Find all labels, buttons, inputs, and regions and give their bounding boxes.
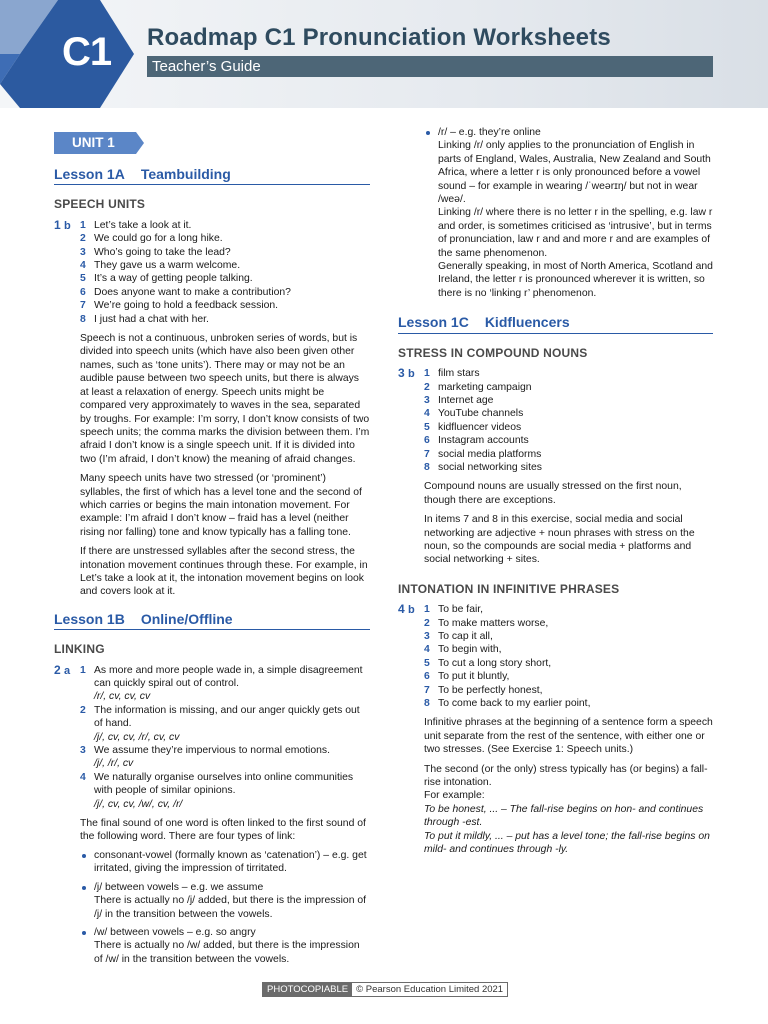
answer-text: We’re going to hold a feedback session. [94,300,279,312]
exercise-number-value: 2 [54,662,61,677]
answer-text: Internet age [438,394,494,406]
linking-notation: /r/, cv, cv, cv [94,691,151,703]
exercise-number-value: 1 [54,217,61,232]
answer-text: Who’s going to take the lead? [94,246,231,258]
linking-r-notes [424,139,713,300]
answer-text: Does anyone want to make a contribution? [94,286,291,298]
answer-item [424,434,713,447]
answer-text: They gave us a warm welcome. [94,260,241,272]
answer-text: Instagram accounts [438,435,529,447]
lesson-number: Lesson 1B [54,610,125,627]
answer-number: 2 [424,617,430,629]
answer-text: As more and more people wade in, a simple disagreement can quickly spiral out of control. [94,664,363,689]
link-type-note: There is actually no /j/ added, but there is the impression of /j/ in the transition between the vowels. [94,895,367,920]
answer-item [424,461,713,474]
copyright-notice: © Pearson Education Limited 2021 [356,984,504,995]
exercise-number-value: 3 [398,366,405,381]
answer-text: Let’s take a look at it. [94,219,192,231]
exercise-sub-letter: b [408,368,415,381]
answer-item [80,219,370,232]
lesson-1b-heading [54,610,370,630]
answer-text: marketing campaign [438,381,532,393]
exercise-sub-letter: b [408,604,415,617]
answer-item [80,299,370,312]
exercise-sub-letter: b [64,219,71,232]
answer-number: 3 [80,246,86,258]
unit-tag [54,132,144,154]
exercise-2a-answers [80,664,370,811]
exercise-number [54,219,71,233]
document-title: Roadmap C1 Pronunciation Worksheets [147,24,611,51]
left-column [54,118,370,966]
lesson-1a-heading [54,168,370,185]
lesson-number: Lesson 1C [398,314,469,331]
paragraph: The final sound of one word is often linked to the first sound of the following word. There are four types of link: [80,818,366,843]
answer-text: To begin with, [438,644,502,656]
answer-text: YouTube channels [438,408,524,420]
lesson-name: Kidfluencers [484,314,570,331]
answer-item [80,272,370,285]
link-type-lead: /w/ between vowels – e.g. so angry [94,926,256,938]
answer-number: 3 [80,745,86,757]
answer-item [80,232,370,245]
answer-item [424,670,713,683]
link-types-list [80,849,370,966]
paragraph: If there are unstressed syllables after the second stress, the intonation movement continues through these. For example, in Let’s take a look at it, the intonation movement begins on look and covers look at it. [80,546,368,598]
answer-number: 1 [424,368,430,380]
answer-text: social networking sites [438,461,542,473]
unit-tag-label: UNIT 1 [72,135,115,150]
lesson-name: Online/Offline [140,610,233,627]
answer-item [80,246,370,259]
answer-item [424,657,713,670]
linking-r-paragraph: Linking /r/ only applies to the pronunciation of English in parts of England, Wales, Australia, New Zealand and South Africa, where a letter r is only pronounced before a vowel sound – for example in wearing /ˈweərɪŋ/ but not in wear /weə/. [438,140,711,206]
link-type-note: There is actually no /w/ added, but there is the impression of /w/ in the transition between the vowels. [94,940,360,965]
answer-item [80,744,370,771]
answer-item [80,286,370,299]
exercise-number-value: 4 [398,602,405,617]
answer-number: 8 [424,461,430,473]
answer-text: kidfluencer videos [438,421,522,433]
answer-item [424,617,713,630]
answer-text: To put it bluntly, [438,671,510,683]
answer-number: 3 [424,631,430,642]
link-type-item [80,849,370,876]
link-type-item [80,926,370,966]
exercise-1b-answers [80,219,370,326]
answer-text: I just had a chat with her. [94,313,209,325]
answer-number: 2 [80,233,86,245]
right-column [398,126,713,857]
answer-number: 1 [424,604,430,616]
exercise-number [54,664,70,678]
answer-item [424,407,713,420]
lesson-number: Lesson 1A [54,166,125,182]
answer-number: 2 [80,704,86,716]
linking-notation: /j/, cv, cv, /w/, cv, /r/ [94,798,183,810]
answer-number: 2 [424,381,430,393]
answer-number: 1 [80,664,86,676]
speech-units-heading: SPEECH UNITS [54,197,146,212]
exercise-2a [54,664,370,811]
document-subtitle: Teacher’s Guide [152,58,261,75]
answer-number: 7 [424,684,430,696]
linking-r-bullet: /r/ – e.g. they’re online [424,126,713,139]
answer-text: To be perfectly honest, [438,684,543,696]
exercise-4b [398,603,713,710]
link-type-item [80,881,370,921]
answer-number: 8 [80,313,86,325]
paragraph: In items 7 and 8 in this exercise, social media and social networking are adjective + noun phrases with stress on the noun, so the compounds are social media + platforms and social networking + sites. [424,514,695,566]
exercise-3b [398,367,713,474]
linking-notation: /j/, cv, cv, /r/, cv, cv [94,731,180,743]
exercise-4b-answers [424,603,713,710]
answer-item [424,421,713,434]
footer [262,982,508,997]
linking-notation: /j/, /r/, cv [94,758,134,770]
answer-number: 8 [424,698,430,710]
answer-item [424,643,713,656]
answer-text: social media platforms [438,448,542,460]
linking-r-section [424,126,713,300]
answer-item [424,448,713,461]
answer-item [80,313,370,326]
answer-text: We naturally organise ourselves into online communities with people of similar opinions. [94,771,354,797]
answer-number: 5 [424,421,430,433]
example-mildly: To put it mildly, ... – put has a level tone; the fall-rise begins on mild- and continues through -ly. [424,830,710,856]
answer-item [424,697,713,710]
linking-heading: LINKING [54,642,105,657]
answer-item [424,394,713,407]
answer-item [424,381,713,394]
answer-number: 4 [424,644,430,656]
lesson-name: Teambuilding [140,166,231,182]
answer-number: 5 [80,273,86,285]
linking-r-paragraph: Generally speaking, in most of North America, Scotland and Ireland, the letter r is pronounced wherever it is written, so there is no ‘linking r’ phenomenon. [438,261,713,299]
answer-item [80,771,370,811]
answer-item [424,684,713,697]
exercise-sub-letter: a [64,664,71,677]
exercise-3b-answers [424,367,713,474]
paragraph: Compound nouns are usually stressed on the first noun, though there are exceptions. [424,481,682,506]
answer-text: The information is missing, and our anger quickly gets out of hand. [94,704,360,730]
linking-r-paragraph: Linking /r/ where there is no letter r in the spelling, e.g. law r and order, is sometimes criticised as ‘intrusive’, but in terms of pronunciation, law r and and more r and are examples of the same phenomenon. [438,207,713,259]
answer-text: To cut a long story short, [438,657,552,669]
badge-label: C1 [62,30,112,74]
paragraph: The second (or the only) stress typically has (or begins) a fall-rise intonation. [424,763,708,789]
answer-text: film stars [438,368,480,380]
lesson-1c-heading [398,316,713,333]
photocopiable-label: PHOTOCOPIABLE [263,983,352,996]
answer-item [80,259,370,272]
answer-item [80,704,370,744]
answer-item [424,603,713,616]
answer-item [80,664,370,704]
answer-number: 6 [424,435,430,447]
infinitive-phrases-heading: INTONATION IN INFINITIVE PHRASES [398,581,620,596]
answer-number: 5 [424,657,430,669]
link-type-lead: consonant-vowel (formally known as ‘catenation’) – e.g. get irritated, giving the impression of tirritated. [94,849,367,875]
answer-number: 4 [424,408,430,420]
exercise-number [398,367,415,381]
answer-text: To cap it all, [438,631,493,642]
paragraph: Infinitive phrases at the beginning of a sentence form a speech unit separate from the rest of the sentence, with either one or two stresses. (See Exercise 1: Speech units.) [424,717,713,756]
answer-number: 7 [424,448,430,460]
example-honest: To be honest, ... – The fall-rise begins on hon- and continues through -est. [424,803,704,829]
exercise-number [398,603,415,617]
answer-text: To make matters worse, [438,617,549,629]
answer-number: 6 [424,671,430,683]
paragraph: For example: [424,790,485,802]
answer-text: To come back to my earlier point, [438,698,591,710]
answer-text: It’s a way of getting people talking. [94,273,253,285]
paragraph: Speech is not a continuous, unbroken series of words, but is divided into speech units (which have also been given other names, such as ‘tone units’). There may or may not be an audible pause between two speech units, but there is always at least a relaxation of energy. Speech units might be compared very approximately to waves in the sea, separated by troughs. For example: I’m sorry, I don’t know consists of two speech units; the comma marks the division between them. I’m afraid I don’t know is a single speech unit. If it is divided into two (I’m afraid, I don’t know) the meaning of afraid changes. [80,333,370,465]
answer-item [424,630,713,643]
answer-number: 7 [80,300,86,312]
answer-number: 3 [424,394,430,406]
answer-number: 6 [80,286,86,298]
compound-nouns-heading: STRESS IN COMPOUND NOUNS [398,345,588,360]
answer-text: We assume they’re impervious to normal emotions. [94,745,331,757]
paragraph: Many speech units have two stressed (or ‘prominent’) syllables, the first of which has a level tone and the second of which carries or begins the main intonation movement. For example: I’m afraid I don’t know – fraid has a level (neither rising nor falling) tone and know typically has a falling tone. [80,473,362,538]
answer-number: 1 [80,219,86,231]
answer-text: We could go for a long hike. [94,233,223,245]
answer-number: 4 [80,260,86,272]
answer-number: 4 [80,771,86,783]
link-type-lead: /j/ between vowels – e.g. we assume [94,881,264,893]
exercise-1b [54,219,370,326]
answer-item [424,367,713,380]
answer-text: To be fair, [438,604,484,616]
